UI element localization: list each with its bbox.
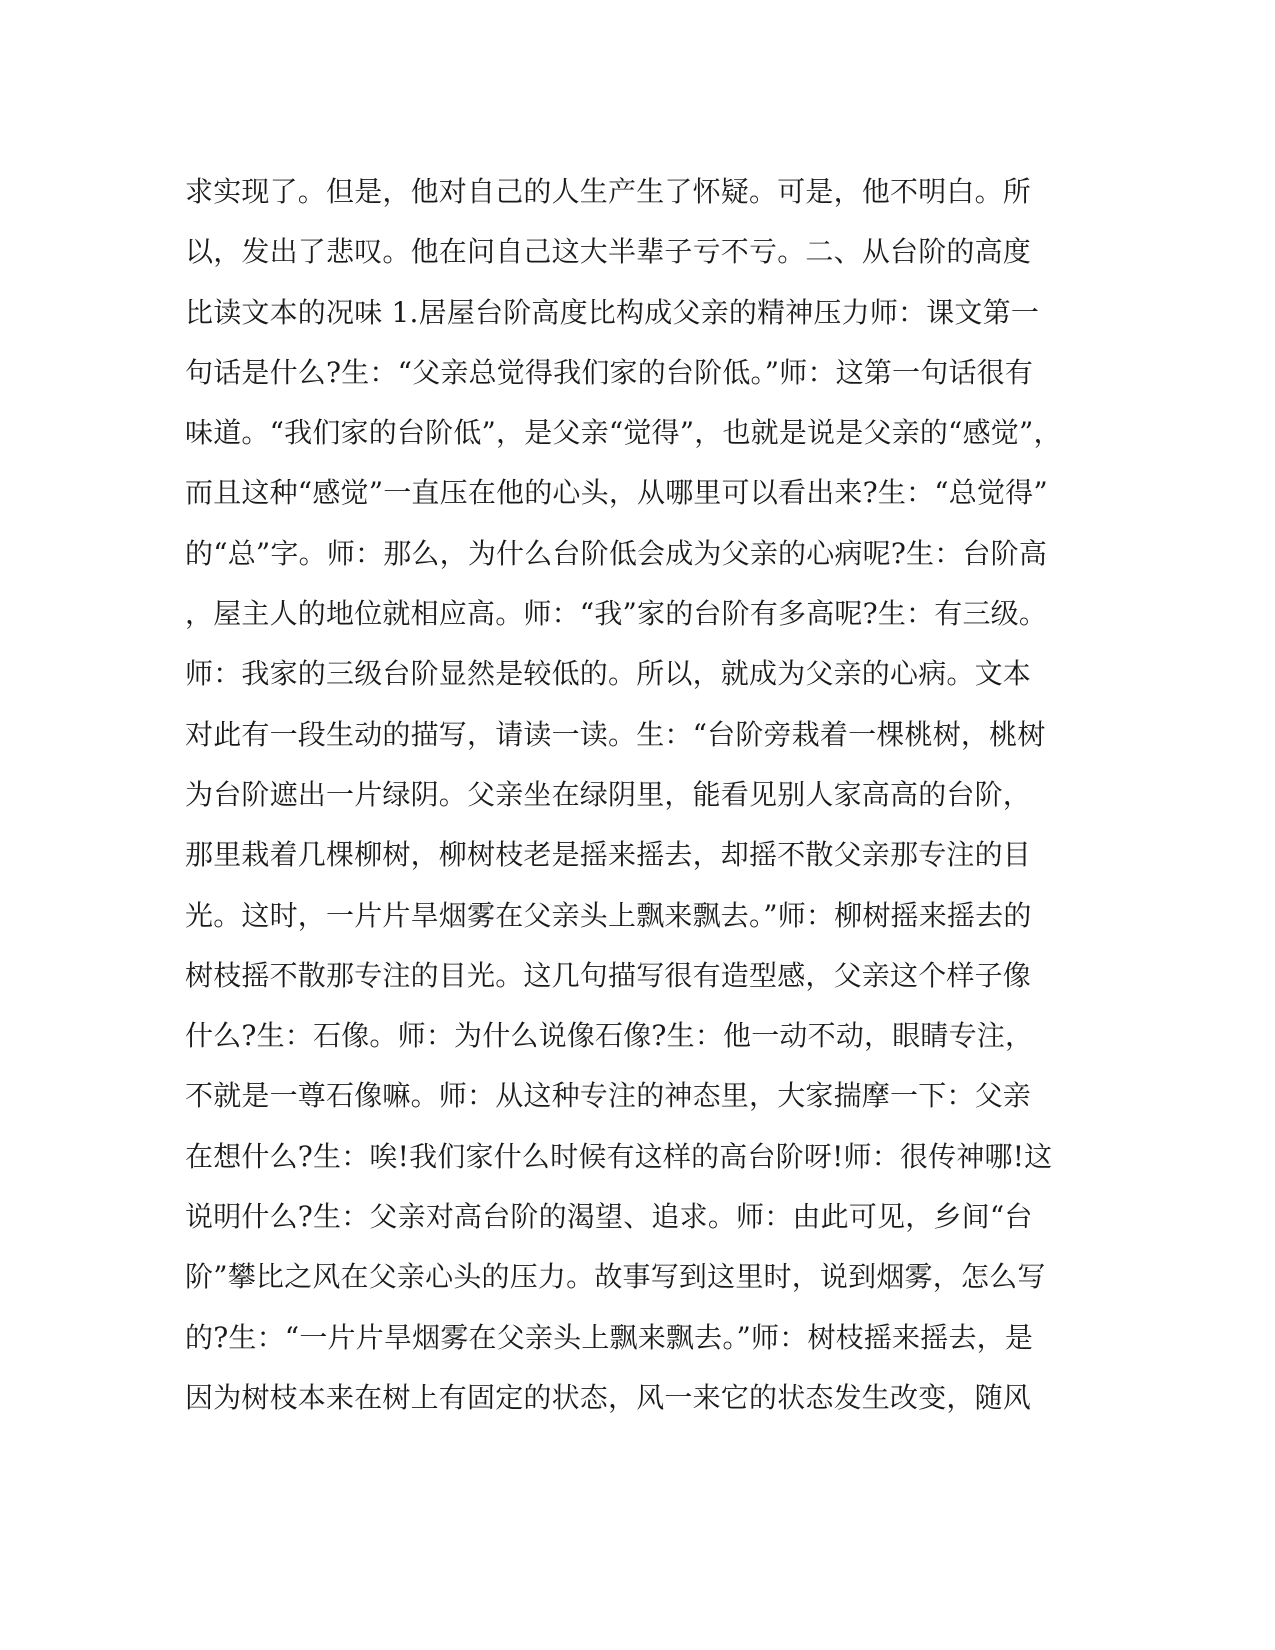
text-line: 说明什么?生：父亲对高台阶的渴望、追求。师：由此可见，乡间“台: [185, 1200, 1033, 1234]
text-line: 什么?生：石像。师：为什么说像石像?生：他一动不动，眼睛专注，: [185, 1019, 1034, 1053]
text-line: 为台阶遮出一片绿阴。父亲坐在绿阴里，能看见别人家高高的台阶，: [185, 777, 1032, 811]
text-line: 那里栽着几棵柳树，柳树枝老是摇来摇去，却摇不散父亲那专注的目: [185, 838, 1032, 872]
text-line: 在想什么?生：唉!我们家什么时候有这样的高台阶呀!师：很传神哪!这: [185, 1139, 1053, 1173]
text-line: 句话是什么?生：“父亲总觉得我们家的台阶低。”师：这第一句话很有: [185, 355, 1034, 389]
text-line: 的“总”字。师：那么，为什么台阶低会成为父亲的心病呢?生：台阶高: [185, 536, 1048, 570]
text-line: 味道。“我们家的台阶低”，是父亲“觉得”，也就是说是父亲的“感觉”，: [185, 416, 1062, 450]
text-line: 阶”攀比之风在父亲心头的压力。故事写到这里时，说到烟雾，怎么写: [185, 1260, 1046, 1294]
text-line: 的?生：“一片片旱烟雾在父亲头上飘来飘去。”师：树枝摇来摇去，是: [185, 1320, 1034, 1354]
text-line: 不就是一尊石像嘛。师：从这种专注的神态里，大家揣摩一下：父亲: [185, 1079, 1032, 1113]
text-line: 师：我家的三级台阶显然是较低的。所以，就成为父亲的心病。文本: [185, 657, 1032, 691]
body-text: [185, 162, 1062, 1428]
text-line: 而且这种“感觉”一直压在他的心头，从哪里可以看出来?生：“总觉得”: [185, 476, 1048, 510]
text-line: 以，发出了悲叹。他在问自己这大半辈子亏不亏。二、从台阶的高度: [185, 235, 1032, 269]
text-line: 对此有一段生动的描写，请读一读。生：“台阶旁栽着一棵桃树，桃树: [185, 717, 1046, 751]
text-line: 求实现了。但是，他对自己的人生产生了怀疑。可是，他不明白。所: [185, 175, 1032, 208]
text-line: 树枝摇不散那专注的目光。这几句描写很有造型感，父亲这个样子像: [185, 958, 1032, 992]
text-line: 光。这时，一片片旱烟雾在父亲头上飘来飘去。”师：柳树摇来摇去的: [185, 898, 1032, 932]
text-line: 因为树枝本来在树上有固定的状态，风一来它的状态发生改变，随风: [185, 1380, 1032, 1414]
text-line: ，屋主人的地位就相应高。师：“我”家的台阶有多高呢?生：有三级。: [185, 597, 1048, 631]
text-line: 比读文本的况味 1.居屋台阶高度比构成父亲的精神压力师：课文第一: [185, 295, 1040, 329]
